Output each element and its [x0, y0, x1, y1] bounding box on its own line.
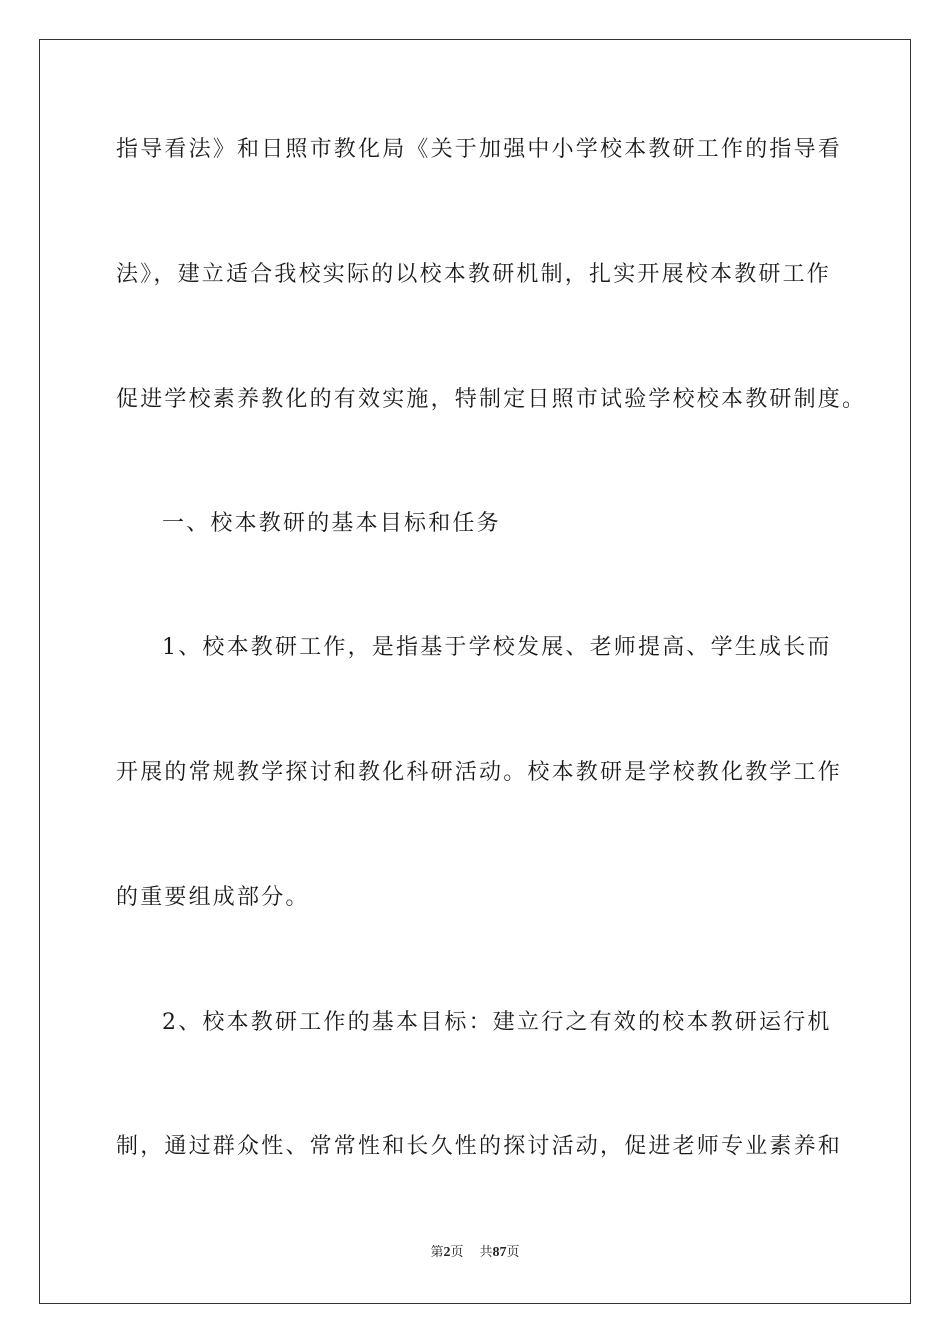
page-footer	[0, 1244, 950, 1262]
total-pages: 87	[492, 1245, 507, 1260]
page-label-suffix: 页	[450, 1245, 464, 1260]
body-text-line: 2、校本教研工作的基本目标：建立行之有效的校本教研运行机	[162, 1010, 832, 1035]
page-border	[39, 39, 911, 1304]
body-text-line: 的重要组成部分。	[116, 885, 310, 910]
total-label-prefix: 共	[479, 1245, 493, 1260]
body-text-line: 1、校本教研工作，是指基于学校发展、老师提高、学生成长而	[162, 635, 832, 660]
body-text-line: 开展的常规教学探讨和教化科研活动。校本教研是学校教化教学工作	[116, 760, 843, 785]
page-label-prefix: 第	[430, 1245, 444, 1260]
total-label-suffix: 页	[506, 1245, 520, 1260]
body-text-line: 法》，建立适合我校实际的以校本教研机制，扎实开展校本教研工作	[116, 262, 832, 287]
body-text-line: 促进学校素养教化的有效实施，特制定日照市试验学校校本教研制度。	[116, 387, 867, 412]
body-text-line: 指导看法》和日照市教化局《关于加强中小学校本教研工作的指导看	[116, 137, 843, 162]
page-number: 2	[443, 1245, 451, 1260]
section-heading: 一、校本教研的基本目标和任务	[162, 511, 501, 536]
body-text-line: 制，通过群众性、常常性和长久性的探讨活动，促进老师专业素养和	[116, 1134, 843, 1159]
